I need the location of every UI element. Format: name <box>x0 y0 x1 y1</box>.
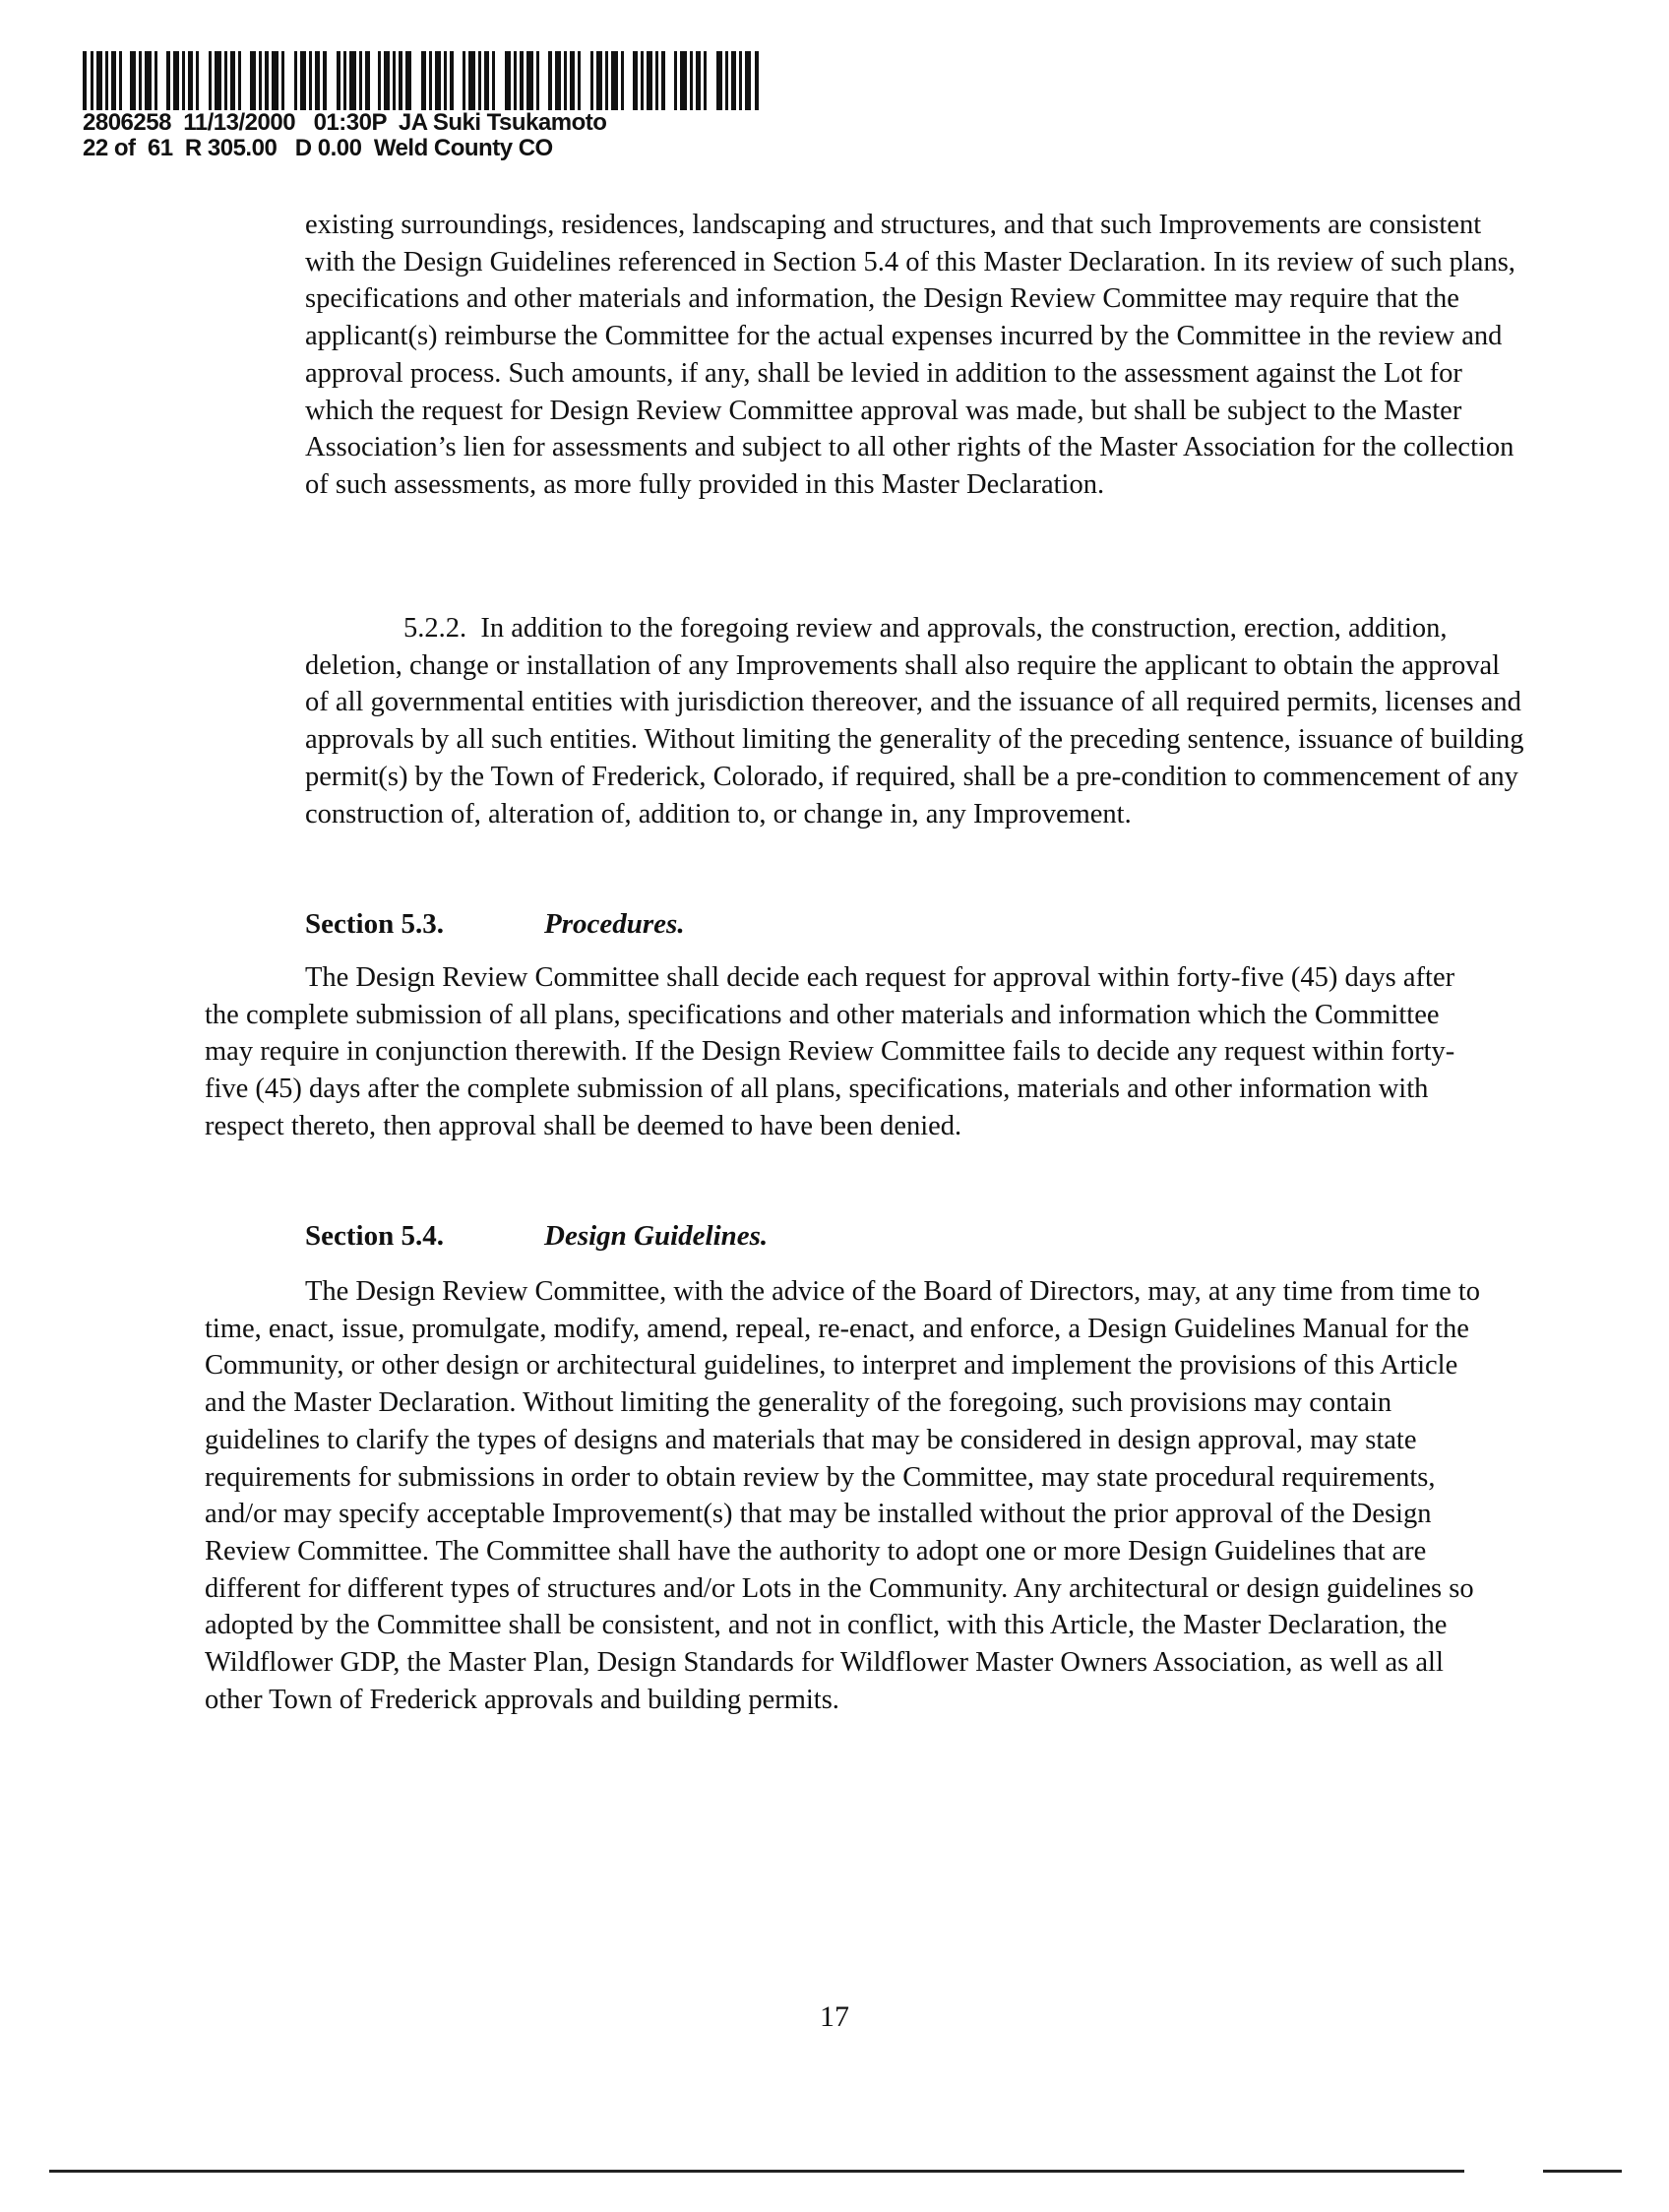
continuation-paragraph: existing surroundings, residences, landscaping and structures, and that such Improvements are consistent with the Design Guidelines referenced in Section 5.4 of this Master Declaration. In its review of such plans, specifications and other materials and information, the Design Review Committee may require that the applicant(s) reimburse the Committee for the actual expenses incurred by the Committee in the review and approval process. Such amounts, if any, shall be levied in addition to the assessment against the Lot for which the request for Design Review Committee approval was made, but shall be subject to the Master Association’s lien for assessments and subject to all other rights of the Master Association for the collection of such assessments, as more fully provided in this Master Declaration. <box>305 210 1515 500</box>
barcode-image <box>83 51 760 110</box>
section-5-4-body: The Design Review Committee, with the advice of the Board of Directors, may, at any time from time to time, enact, issue, promulgate, modify, amend, repeal, re-enact, and enforce, a Design Guidelines Manual for the Community, or other design or architectural guidelines, to interpret and implement the provisions of this Article and the Master Declaration. Without limiting the generality of the foregoing, such provisions may contain guidelines to clarify the types of designs and materials that may be considered in design approval, may state requirements for submissions in order to obtain review by the Committee, may state procedural requirements, and/or may specify acceptable Improvement(s) that may be installed without the prior approval of the Design Review Committee. The Committee shall have the authority to adopt one or more Design Guidelines that are different for different types of structures and/or Lots in the Community. Any architectural or design guidelines so adopted by the Committee shall be consistent, and not in conflict, with this Article, the Master Declaration, the Wildflower GDP, the Master Plan, Design Standards for Wildflower Master Owners Association, as well as all other Town of Frederick approvals and building permits. <box>205 1276 1481 1715</box>
subsection-5-2-2 <box>305 610 1525 832</box>
section-5-4-heading <box>305 1217 768 1255</box>
recording-stamp-line-2: 22 of 61 R 305.00 D 0.00 Weld County CO <box>83 135 553 161</box>
recording-stamp-line-1: 2806258 11/13/2000 01:30P JA Suki Tsukamoto <box>83 109 607 136</box>
page-number: 17 <box>820 2000 849 2033</box>
subsection-5-2-2-text: In addition to the foregoing review and approvals, the construction, erection, addition, deletion, change or installation of any Improvements shall also require the applicant to obtain the approval of all governmental entities with jurisdiction thereover, and the issuance of all required permits, licenses and approvals by all such entities. Without limiting the generality of the preceding sentence, issuance of building permit(s) by the Town of Frederick, Colorado, if required, shall be a pre-condition to commencement of any construction of, alteration of, addition to, or change in, any Improvement. <box>305 613 1524 830</box>
section-5-4-number: Section 5.4. <box>305 1220 444 1252</box>
footer-rule <box>49 2170 1464 2173</box>
section-5-3-heading <box>305 905 685 943</box>
subsection-5-2-2-label: 5.2.2. <box>403 613 467 644</box>
section-5-3-number: Section 5.3. <box>305 908 444 940</box>
footer-rule-short <box>1543 2170 1622 2173</box>
section-5-3-body: The Design Review Committee shall decide each request for approval within forty-five (45) days after the complete submission of all plans, specifications and other materials and information which the Committee may require in conjunction therewith. If the Design Review Committee fails to decide any request within forty-five (45) days after the complete submission of all plans, specifications, materials and other information with respect thereto, then approval shall be deemed to have been denied. <box>205 962 1455 1141</box>
section-5-3-title: Procedures. <box>544 908 685 940</box>
section-5-4-title: Design Guidelines. <box>544 1220 769 1252</box>
recording-stamp <box>83 51 772 161</box>
